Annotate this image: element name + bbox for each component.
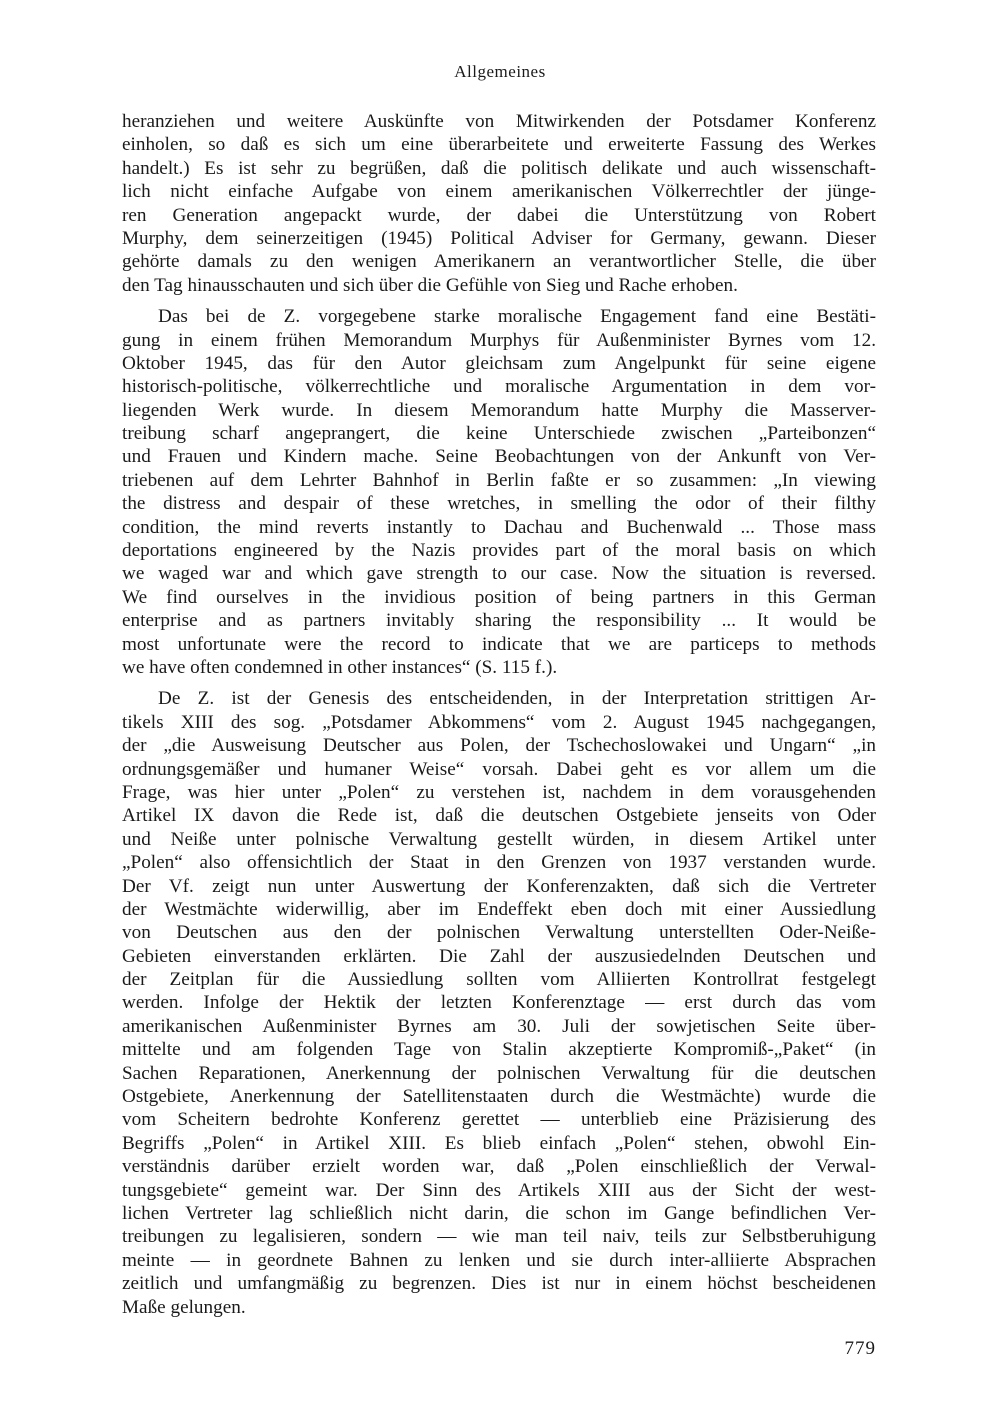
text-line: tikels XIII des sog. „Potsdamer Abkommens“ vom 2. August 1945 nachgegangen,	[122, 711, 876, 733]
text-line: Murphy, dem seinerzeitigen (1945) Political Adviser for Germany, gewann. Dieser	[122, 227, 876, 249]
text-line: we waged war and which gave strength to our case. Now the situation is reversed.	[122, 563, 876, 585]
page-number: 779	[844, 1338, 876, 1359]
text-line: De Z. ist der Genesis des entscheidenden, in der Interpretation strittigen Ar-	[158, 688, 876, 710]
text-line: und Neiße unter polnische Verwaltung gestellt würden, in diesem Artikel unter	[122, 828, 876, 850]
text-line: „Polen“ also offensichtlich der Staat in den Grenzen von 1937 verstanden wurde.	[122, 852, 876, 874]
text-line: gehörte damals zu den wenigen Amerikanern an verantwortlicher Stelle, die über	[122, 251, 876, 273]
text-line: handelt.) Es ist sehr zu begrüßen, daß die politisch delikate und auch wissenschaft-	[122, 157, 876, 179]
paragraph	[122, 110, 876, 297]
text-line: werden. Infolge der Hektik der letzten Konferenztage — erst durch das vom	[122, 992, 876, 1014]
text-line: mittelte und am folgenden Tage von Stalin akzeptierte Kompromiß-„Paket“ (in	[122, 1039, 876, 1061]
text-line: vom Scheitern bedrohte Konferenz gerettet — unterblieb eine Präzisierung des	[122, 1109, 876, 1131]
text-line: Artikel IX davon die Rede ist, daß die deutschen Ostgebiete jenseits von Oder	[122, 805, 876, 827]
text-line: condition, the mind reverts instantly to Dachau and Buchenwald ... Those mass	[122, 516, 876, 538]
text-line: der Zeitplan für die Aussiedlung sollten vom Alliierten Kontrollrat festgelegt	[122, 969, 876, 991]
text-line: heranziehen und weitere Auskünfte von Mitwirkenden der Potsdamer Konferenz	[122, 111, 876, 132]
text-line: der „die Ausweisung Deutscher aus Polen, der Tschechoslowakei und Ungarn“ „in	[122, 735, 876, 757]
text-line: liegenden Werk wurde. In diesem Memorandum hatte Murphy die Masserver-	[122, 399, 876, 421]
text-line: ordnungsgemäßer und humaner Weise“ vorsah. Dabei geht es vor allem um die	[122, 758, 876, 780]
text-line: We find ourselves in the invidious position of being partners in this German	[122, 586, 876, 608]
text-line: Frage, was hier unter „Polen“ zu verstehen ist, nachdem in dem vorausgehenden	[122, 781, 876, 803]
text-line: lichen Vertreter lag schließlich nicht darin, die schon im Gange befindlichen Ver-	[122, 1202, 876, 1224]
text-line: amerikanischen Außenminister Byrnes am 30. Juli der sowjetischen Seite über-	[122, 1015, 876, 1037]
text-line: ren Generation angepackt wurde, der dabei die Unterstützung von Robert	[122, 204, 876, 226]
text-line: verständnis darüber erzielt worden war, daß „Polen einschließlich der Verwal-	[122, 1156, 876, 1178]
text-line: Oktober 1945, das für den Autor gleichsam zum Angelpunkt für seine eigene	[122, 352, 876, 374]
text-line: enterprise and as partners invitably sharing the responsibility ... It would be	[122, 610, 876, 632]
text-line: von Deutschen aus den der polnischen Verwaltung unterstellten Oder-Neiße-	[122, 922, 876, 944]
text-line: most unfortunate were the record to indicate that we are particeps to methods	[122, 633, 876, 655]
text-line: the distress and despair of these wretches, in smelling the odor of their filthy	[122, 493, 876, 515]
text-line: gung in einem frühen Memorandum Murphys für Außenminister Byrnes vom 12.	[122, 329, 876, 351]
paragraph	[122, 687, 876, 1319]
text-line: treibung scharf angeprangert, die keine Unterschiede zwischen „Parteibonzen“	[122, 423, 876, 445]
running-head: Allgemeines	[454, 62, 546, 81]
text-line: meinte — in geordnete Bahnen zu lenken und sie durch inter-alliierte Absprachen	[122, 1249, 876, 1271]
text-line: triebenen auf dem Lehrter Bahnhof in Berlin faßte er so zusammen: „In viewing	[122, 469, 876, 491]
text-line: der Westmächte widerwillig, aber im Endeffekt eben doch mit einer Aussiedlung	[122, 898, 876, 920]
text-line: Ostgebiete, Anerkennung der Satellitenstaaten durch die Westmächte) wurde die	[122, 1086, 876, 1108]
text-line: Das bei de Z. vorgegebene starke moralische Engagement fand eine Bestäti-	[158, 306, 876, 328]
text-line: Gebieten einverstanden erklärten. Die Zahl der auszusiedelnden Deutschen und	[122, 945, 876, 967]
text-line: zeitlich und umfangmäßig zu begrenzen. Dies ist nur in einem höchst bescheidenen	[122, 1273, 876, 1295]
text-line: lich nicht einfache Aufgabe von einem amerikanischen Völkerrechtler der jünge-	[122, 181, 876, 203]
paragraph	[122, 305, 876, 679]
text-line: Sachen Reparationen, Anerkennung der polnischen Verwaltung für die deutschen	[122, 1062, 876, 1084]
text-line: Maße gelungen.	[122, 1296, 246, 1318]
body-text	[122, 110, 876, 1327]
text-line: tungsgebiete“ gemeint war. Der Sinn des Artikels XIII aus der Sicht der west-	[122, 1179, 876, 1201]
text-line: deportations engineered by the Nazis provides part of the moral basis on which	[122, 540, 876, 562]
text-line: Begriffs „Polen“ in Artikel XIII. Es blieb einfach „Polen“ stehen, obwohl Ein-	[122, 1132, 876, 1154]
text-line: we have often condemned in other instances“ (S. 115 f.).	[122, 656, 558, 678]
text-line: den Tag hinausschauten und sich über die Gefühle von Sieg und Rache erhoben.	[122, 274, 738, 296]
text-line: Der Vf. zeigt nun unter Auswertung der Konferenzakten, daß sich die Vertreter	[122, 875, 876, 897]
text-line: historisch-politische, völkerrechtliche und moralische Argumentation in dem vor-	[122, 376, 876, 398]
text-line: treibungen zu legalisieren, sondern — wie man teil naiv, teils zur Selbstberuhigung	[122, 1226, 876, 1248]
text-line: und Frauen und Kindern mache. Seine Beobachtungen von der Ankunft von Ver-	[122, 446, 876, 468]
text-line: einholen, so daß es sich um eine überarbeitete und erweiterte Fassung des Werkes	[122, 134, 876, 156]
